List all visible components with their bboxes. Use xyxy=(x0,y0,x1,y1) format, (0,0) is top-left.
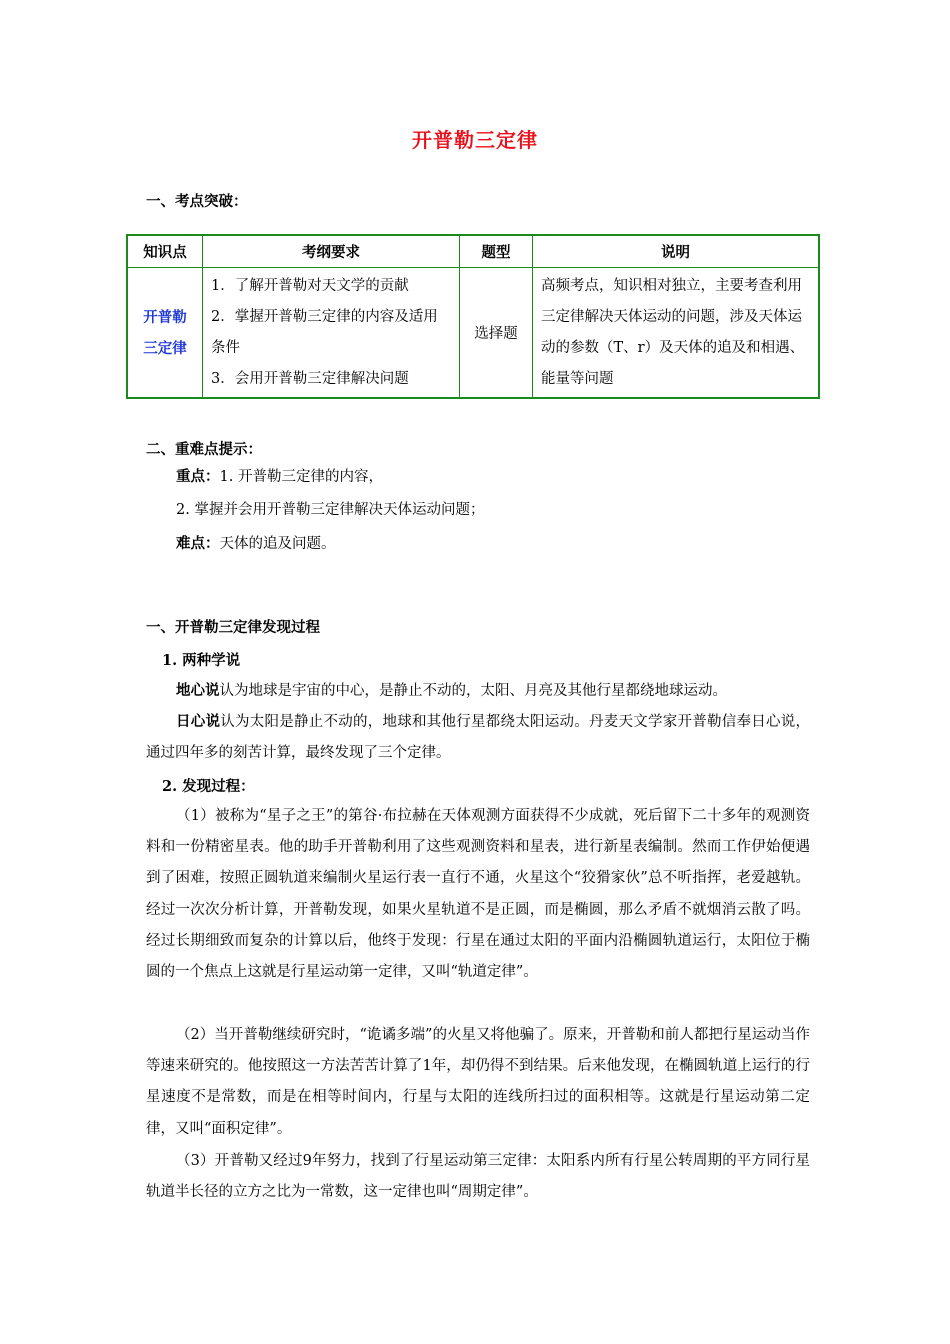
difficulty-text: 天体的追及问题。 xyxy=(219,536,336,552)
process-paragraph-1: （1）被称为“星子之王”的第谷·布拉赫在天体观测方面获得不少成就，死后留下二十多年的观测资料和一份精密星表。他的助手开普勒利用了这些观测资料和星表，进行新星表编制。然而工作伊始便遇到了困难，按照正圆轨道来编制火星运行表一直行不通，火星这个“狡猾家伙”总不听指挥，老爱越轨。经过一次次分析计算，开普勒发现，如果火星轨道不是正圆，而是椭圆，那么矛盾不就烟消云散了吗。经过长期细致而复杂的计算以后，他终于发现：行星在通过太阳的平面内沿椭圆轨道运行，太阳位于椭圆的一个焦点上这就是行星运动第一定律，又叫“轨道定律”。 xyxy=(146,808,810,981)
subheading-two-theories: 1. 两种学说 xyxy=(162,652,241,669)
cell-description: 高频考点，知识相对独立，主要考查利用三定律解决天体运动的问题，涉及天体运动的参数（T、r）及天体的追及和相遇、能量等问题 xyxy=(533,268,820,399)
cell-requirements xyxy=(203,268,460,399)
subheading-discovery-process: 2. 发现过程： xyxy=(162,778,255,795)
key-point-line-2: 2. 掌握并会用开普勒三定律解决天体运动问题； xyxy=(176,502,485,518)
key-point-text: 1. 开普勒三定律的内容， xyxy=(219,469,383,485)
process-paragraph-2: （2）当开普勒继续研究时，“诡谲多端”的火星又将他骗了。原来，开普勒和前人都把行星运动当作等速来研究的。他按照这一方法苦苦计算了1年，却仍得不到结果。后来他发现，在椭圆轨道上运行的行星速度不是常数，而是在相等时间内，行星与太阳的连线所扫过的面积相等。这就是行星运动第二定律，又叫“面积定律”。 xyxy=(146,1027,810,1137)
geocentric-paragraph xyxy=(146,675,810,707)
process-paragraph-3: （3）开普勒又经过9年努力，找到了行星运动第三定律：太阳系内所有行星公转周期的平方同行星轨道半长径的立方之比为一常数，这一定律也叫“周期定律”。 xyxy=(146,1153,810,1201)
geocentric-term: 地心说 xyxy=(176,682,220,699)
heliocentric-term: 日心说 xyxy=(176,713,221,730)
knowledge-point-line: 开普勒 xyxy=(143,308,187,326)
requirement-item: 3．会用开普勒三定律解决问题 xyxy=(211,370,409,387)
key-label: 重点： xyxy=(176,468,220,485)
difficulty-label: 难点： xyxy=(176,535,220,552)
knowledge-point-line: 三定律 xyxy=(143,339,187,357)
table-row xyxy=(127,268,819,399)
header-description: 说明 xyxy=(533,235,820,268)
header-knowledge-point: 知识点 xyxy=(127,235,203,268)
cell-knowledge-point xyxy=(127,268,203,399)
table-header-row xyxy=(127,235,819,268)
difficulty-line xyxy=(176,528,816,560)
heliocentric-paragraph xyxy=(146,706,810,769)
heliocentric-text: 认为太阳是静止不动的，地球和其他行星都绕太阳运动。丹麦天文学家开普勒信奉日心说，通过四年多的刻苦计算，最终发现了三个定律。 xyxy=(146,714,810,762)
header-requirements: 考纲要求 xyxy=(203,235,460,268)
key-point-line-1 xyxy=(176,461,816,493)
section-heading-key-points: 二、重难点提示： xyxy=(146,441,262,458)
page-title: 开普勒三定律 xyxy=(412,128,538,152)
part-heading-discovery: 一、开普勒三定律发现过程 xyxy=(146,619,320,636)
syllabus-table xyxy=(126,234,820,399)
geocentric-text: 认为地球是宇宙的中心，是静止不动的，太阳、月亮及其他行星都绕地球运动。 xyxy=(219,683,727,699)
cell-question-type: 选择题 xyxy=(460,268,533,399)
requirement-item: 2．掌握开普勒三定律的内容及适用条件 xyxy=(211,308,438,356)
header-question-type: 题型 xyxy=(460,235,533,268)
section-heading-exam-points: 一、考点突破： xyxy=(146,193,248,210)
requirement-item: 1．了解开普勒对天文学的贡献 xyxy=(211,277,409,294)
